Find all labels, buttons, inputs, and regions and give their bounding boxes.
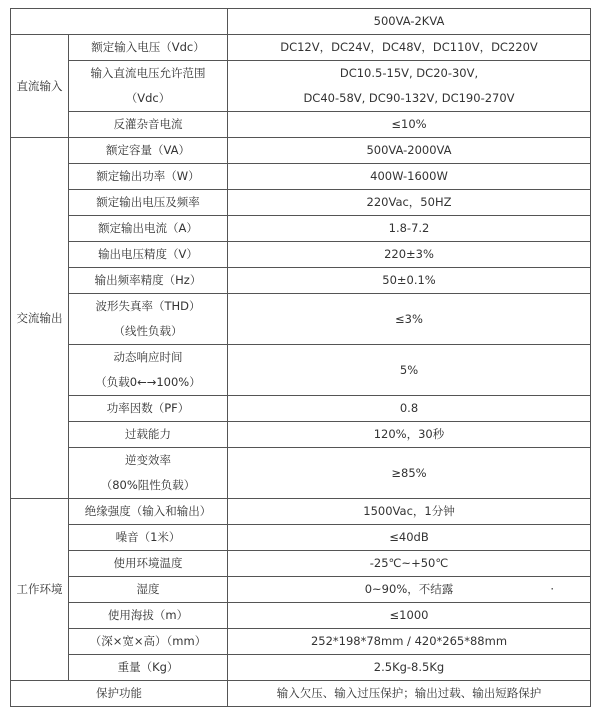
value-cell [228,112,591,138]
table-row [11,112,591,138]
cell-line: 输出频率精度（Hz） [94,273,202,287]
param-cell [69,396,228,422]
cell-line: 500VA-2000VA [366,143,452,157]
protection-label-cell: 保护功能 [11,681,228,707]
cell-line: 噪音（1米） [115,530,181,544]
table-row [11,190,591,216]
param-cell [69,268,228,294]
value-cell [228,138,591,164]
table-row [11,499,591,525]
value-cell [228,35,591,61]
param-cell [69,138,228,164]
table-header-row [11,9,591,35]
value-cell [228,242,591,268]
table-row [11,422,591,448]
cell-line: 输出电压精度（V） [98,247,198,261]
value-cell [228,603,591,629]
cell-line: 动态响应时间 [113,350,183,364]
value-cell [228,499,591,525]
cell-line: 输入直流电压允许范围 [90,66,206,80]
table-row [11,164,591,190]
value-cell [228,294,591,345]
param-cell [69,242,228,268]
table-row [11,629,591,655]
value-cell [228,396,591,422]
cell-line: 120%，30秒 [373,427,445,441]
value-cell [228,525,591,551]
cell-line: 使用海拔（m） [107,608,189,622]
param-cell [69,216,228,242]
table-row [11,448,591,499]
cell-line: ≤10% [391,117,427,131]
cell-line: 功率因数（PF） [106,401,190,415]
spec-table [10,8,591,707]
param-cell [69,525,228,551]
param-cell [69,112,228,138]
table-row [11,216,591,242]
value-cell [228,629,591,655]
param-cell [69,629,228,655]
cell-line: 额定容量（VA） [106,143,190,157]
cell-line: 0~90%，不结露 [364,582,454,596]
table-row [11,396,591,422]
cell-line: （80%阻性负载） [100,478,196,492]
protection-value-cell: 输入欠压、输入过压保护；输出过载、输出短路保护 [228,681,591,707]
table-row [11,551,591,577]
value-cell [228,216,591,242]
param-cell [69,551,228,577]
group-label-cell: 直流输入 [11,35,69,138]
table-row [11,242,591,268]
param-cell [69,422,228,448]
cell-line: DC12V，DC24V，DC48V，DC110V，DC220V [280,40,538,54]
table-row [11,655,591,681]
cell-line: （Vdc） [125,91,171,105]
value-cell [228,61,591,112]
param-cell [69,35,228,61]
group-label-cell: 工作环境 [11,499,69,681]
param-cell [69,294,228,345]
table-row [11,61,591,112]
value-cell [228,164,591,190]
param-cell [69,61,228,112]
cell-line: 1.8-7.2 [388,221,430,235]
table-row [11,294,591,345]
header-empty-cell [11,9,228,35]
cell-line: 绝缘强度（输入和输出） [84,504,212,518]
cell-line: 50±0.1% [382,273,436,287]
param-cell [69,655,228,681]
param-cell [69,164,228,190]
cell-line: （线性负载） [113,324,183,338]
cell-line: 2.5Kg-8.5Kg [373,660,445,674]
cell-line: 0.8 [399,401,419,415]
cell-line: 额定输入电压（Vdc） [91,40,205,54]
table-row [11,525,591,551]
table-row [11,345,591,396]
value-cell [228,422,591,448]
table-row [11,268,591,294]
cell-line: 5% [399,362,419,377]
value-cell [228,551,591,577]
param-cell [69,448,228,499]
cell-line: 220Vac，50HZ [366,195,452,209]
value-cell [228,268,591,294]
value-cell [228,190,591,216]
cell-line: DC40-58V, DC90-132V, DC190-270V [303,91,515,105]
footer-row [11,681,591,707]
value-cell [228,448,591,499]
cell-line: -25℃~+50℃ [369,556,449,570]
cell-line: （负载0←→100%） [95,375,201,389]
table-row [11,603,591,629]
cell-line: DC10.5-15V, DC20-30V, [339,66,479,80]
cell-line: ≤1000 [389,608,429,622]
cell-line: 400W-1600W [370,169,448,183]
spec-table-body [11,9,591,707]
cell-line: 额定输出电压及频率 [96,195,200,209]
param-cell [69,190,228,216]
stray-mark: · [550,582,554,596]
table-row [11,577,591,603]
param-cell [69,603,228,629]
cell-line: 重量（Kg） [117,660,179,674]
param-cell [69,499,228,525]
group-label-cell: 交流输出 [11,138,69,499]
cell-line: 252*198*78mm / 420*265*88mm [310,634,508,648]
header-value-cell: 500VA-2KVA [228,9,591,35]
cell-line: 反灌杂音电流 [113,117,183,131]
value-cell [228,345,591,396]
cell-line: ≤3% [395,311,423,326]
cell-line: 湿度 [136,582,160,596]
cell-line: 额定输出功率（W） [96,169,200,183]
value-cell [228,577,591,603]
cell-line: 波形失真率（THD） [95,299,201,313]
cell-line: 额定输出电流（A） [98,221,198,235]
param-cell [69,577,228,603]
table-row [11,35,591,61]
cell-line: ≤40dB [389,530,429,544]
cell-line: ≥85% [391,465,427,480]
cell-line: （深×宽×高）（mm） [89,634,207,648]
cell-line: 逆变效率 [125,453,171,467]
cell-line: 使用环境温度 [113,556,183,570]
table-row [11,138,591,164]
cell-line: 过载能力 [125,427,171,441]
param-cell [69,345,228,396]
cell-line: 220±3% [384,247,434,261]
cell-line: 1500Vac，1分钟 [363,504,455,518]
value-cell [228,655,591,681]
